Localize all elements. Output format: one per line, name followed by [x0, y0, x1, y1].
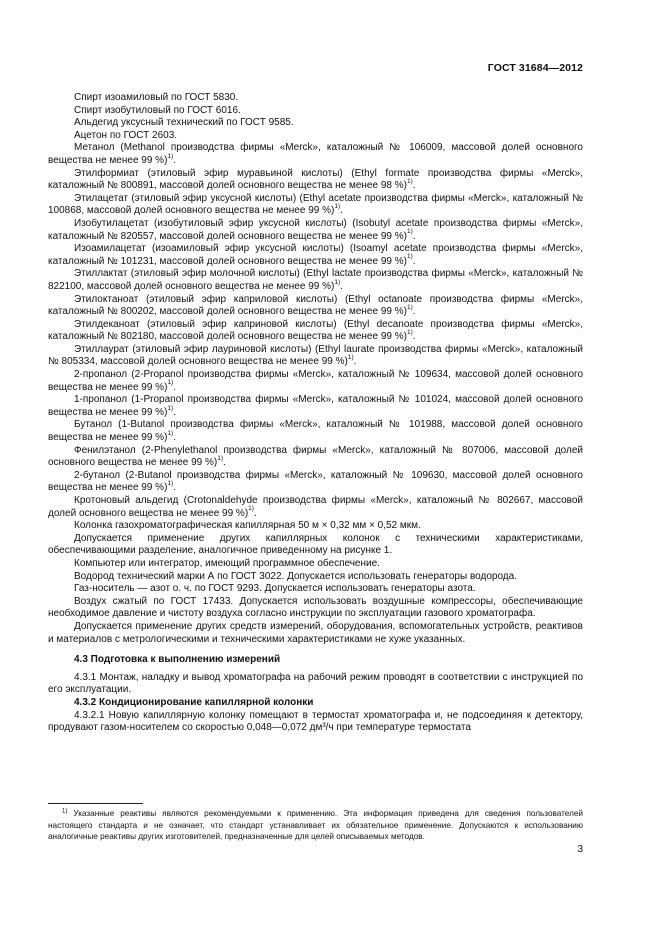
paragraph: Этилдеканоат (этиловый эфир каприновой кислоты) (Ethyl decanoate производства фирмы «Merck», каталожный № 802180, массовой долей основного вещества не менее 99 %)$^{1)}$. [48, 318, 583, 343]
paragraph: Этиллактат (этиловый эфир молочной кислоты) (Ethyl lactate производства фирмы «Merck», каталожный № 822100, массовой долей основного вещества не менее 99 %)$^{1)}$. [48, 268, 583, 292]
standard-number-header: ГОСТ 31684—2012 [487, 62, 583, 74]
paragraph: 2-пропанол (2-Propanol производства фирмы «Merck», каталожный № 109634, массовой долей основного вещества не менее 99 %)$^{1)}$. [48, 369, 583, 393]
paragraph: Спирт изобутиловый по ГОСТ 6016. [74, 104, 241, 116]
footnote [48, 808, 583, 843]
paragraph: 4.3.2.1 Новую капиллярную колонку помещают в термостат хроматографа и, не подсоединяя к детектору, продувают газом-носителем со скоростью 0,048—0,072 дм³/ч при температуре термостата [48, 709, 583, 734]
paragraph: Бутанол (1-Butanol производства фирмы «Merck», каталожный № 101988, массовой долей основного вещества не менее 99 %)$^{1)}$. [48, 419, 583, 444]
footnote-ref: 1) [167, 404, 174, 412]
subsection-heading: 4.3.2 Кондиционирование капиллярной колонки [74, 696, 314, 708]
paragraph: Этилоктаноат (этиловый эфир каприловой кислоты) (Ethyl octanoate производства фирмы «Merck», каталожный № 800202, массовой долей основного вещества не менее 99 %)$^{1)}$. [48, 293, 583, 318]
paragraph: Метанол (Methanol производства фирмы «Merck», каталожный № 106009, массовой долей основного вещества не менее 99 %)$^{1)}$. [48, 142, 583, 166]
paragraph: Спирт изоамиловый по ГОСТ 5830. [74, 92, 239, 103]
paragraph: Допускается применение других средств измерений, оборудования, вспомогательных устройств, реактивов и материалов с метрологическими и техническими характеристиками не хуже указанных. [48, 620, 583, 645]
paragraph: Колонка газохроматографическая капиллярная 50 м × 0,32 мм × 0,52 мкм. [74, 520, 421, 532]
paragraph: Компьютер или интегратор, имеющий программное обеспечение. [74, 557, 380, 569]
paragraph: Изобутилацетат (изобутиловый эфир уксусной кислоты) (Isobutyl acetate производства фирмы «Merck», каталожный № 820557, массовой долей основного вещества не менее 99 %)$^{1)}$. [48, 217, 583, 242]
footnote-marker: 1) [62, 808, 68, 815]
paragraph: Изоамилацетат (изоамиловый эфир уксусной кислоты) (Isoamyl acetate производства фирмы «Merck», каталожный № 101231, массовой долей основного вещества не менее 99 %)$^{1)}$. [48, 243, 583, 267]
paragraph: 4.3.1 Монтаж, наладку и вывод хроматографа на рабочий режим проводят в соответствии с инструкцией по его эксплуатации. [48, 671, 583, 696]
footnote-ref: 1) [167, 152, 174, 160]
footnote-ref: 1) [167, 429, 174, 437]
footnote-ref: 1) [334, 278, 341, 286]
footnote-ref: 1) [406, 253, 413, 261]
section-heading: 4.3 Подготовка к выполнению измерений [74, 654, 281, 666]
footnote-text: Указанные реактивы являются рекомендуемыми к применению. Эта информация приведена для сведения пользователей настоящего стандарта и не означает, что стандарт устанавливает их обязательное применение. Допускаются к использованию аналогичные реактивы других изготовителей, предназначенные для целей описываемых методов. [48, 809, 583, 841]
document-body [48, 92, 583, 735]
footnote-ref: 1) [406, 228, 413, 236]
paragraph: Водород технический марки А по ГОСТ 3022. Допускается использовать генераторы водорода. [74, 570, 517, 582]
footnote-divider [48, 803, 143, 804]
paragraph: Кротоновый альдегид (Crotonaldehyde производства фирмы «Merck», каталожный № 802667, массовой долей основного вещества не менее 99 %)$^{1)}$. [48, 495, 583, 519]
paragraph: Этилформиат (этиловый эфир муравьиной кислоты) (Ethyl formate производства фирмы «Merck», каталожный № 800891, массовой долей основного вещества не менее 98 %)$^{1)}$. [48, 167, 583, 192]
footnote-ref: 1) [167, 480, 174, 488]
paragraph: Допускается применение других капиллярных колонок с техническими характеристиками, обеспечивающими разделение, аналогичное приведенному на рисунке 1. [48, 532, 583, 557]
footnote-ref: 1) [406, 303, 413, 311]
footnote-ref: 1) [406, 328, 413, 336]
footnote-ref: 1) [248, 505, 254, 513]
paragraph: Альдегид уксусный технический по ГОСТ 9585. [74, 117, 294, 129]
paragraph: Этиллаурат (этиловый эфир лауриновой кислоты) (Ethyl laurate производства фирмы «Merck», каталожный № 805334, массовой долей основного вещества не менее 99 %)$^{1)}$. [48, 343, 583, 368]
paragraph: Воздух сжатый по ГОСТ 17433. Допускается использовать воздушные компрессоры, обеспечивающие необходимое давление и чистоту воздуха согласно инструкции по эксплуатации газового хроматографа. [48, 595, 583, 620]
paragraph: 1-пропанол (1-Propanol производства фирмы «Merck», каталожный № 101024, массовой долей основного вещества не менее 99 %)$^{1)}$. [48, 394, 583, 418]
footnote-ref: 1) [347, 354, 354, 362]
paragraph: Фенилэтанол (2-Phenylethanol производства фирмы «Merck», каталожный № 807006, массовой долей основного вещества не менее 99 %)$^{1)}$. [48, 444, 583, 469]
footnote-ref: 1) [406, 177, 413, 185]
footnote-ref: 1) [217, 454, 223, 462]
paragraph: Ацетон по ГОСТ 2603. [74, 129, 178, 141]
page-number: 3 [577, 844, 583, 855]
paragraph: Этилацетат (этиловый эфир уксусной кислоты) (Ethyl acetate производства фирмы «Merck», каталожный № 100868, массовой долей основного вещества не менее 99 %)$^{1)}$. [48, 192, 583, 217]
footnote-ref: 1) [334, 203, 341, 211]
paragraph: 2-бутанол (2-Butanol производства фирмы «Merck», каталожный № 109630, массовой долей основного вещества не менее 99 %)$^{1)}$. [48, 469, 583, 494]
paragraph: Газ-носитель — азот о. ч. по ГОСТ 9293. Допускается использовать генераторы азота. [74, 583, 476, 595]
footnote-ref: 1) [167, 379, 174, 387]
